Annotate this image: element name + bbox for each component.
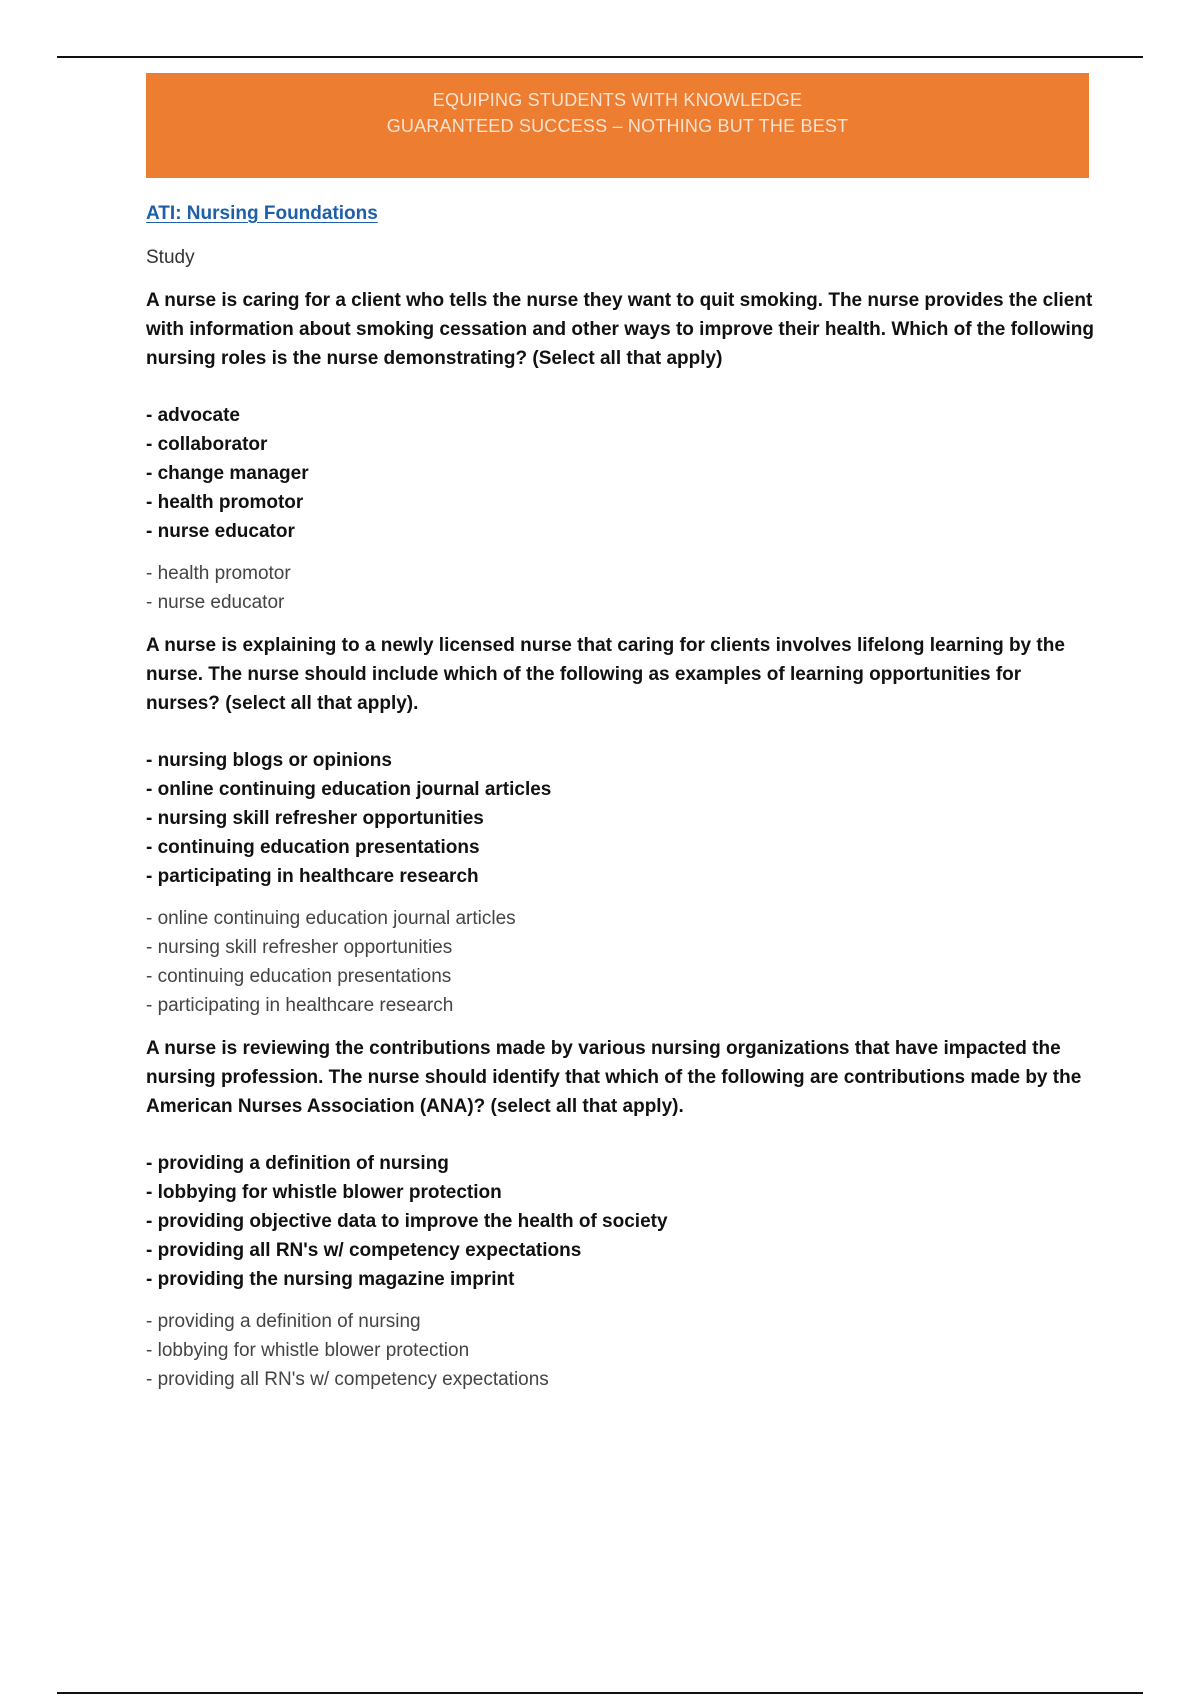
option-item: - change manager: [146, 463, 309, 484]
option-list: [146, 746, 1096, 891]
option-item: - advocate: [146, 405, 240, 426]
study-label: Study: [146, 247, 195, 268]
answer-item: - nurse educator: [146, 592, 285, 613]
answer-list: [146, 904, 1096, 1020]
option-item: - nurse educator: [146, 521, 295, 542]
question-block-2: [146, 631, 1096, 1020]
answer-list: [146, 1307, 1096, 1394]
document-title-link[interactable]: ATI: Nursing Foundations: [146, 203, 378, 224]
bottom-rule: [57, 1692, 1143, 1694]
option-item: - lobbying for whistle blower protection: [146, 1182, 502, 1203]
answer-item: - providing a definition of nursing: [146, 1311, 421, 1332]
answer-item: - providing all RN's w/ competency expectations: [146, 1369, 549, 1390]
banner-line-1: EQUIPING STUDENTS WITH KNOWLEDGE: [432, 90, 803, 110]
question-block-3: [146, 1034, 1096, 1394]
option-list: [146, 1149, 1096, 1294]
answer-item: - nursing skill refresher opportunities: [146, 937, 453, 958]
document-body: [146, 200, 1096, 1394]
question-text: A nurse is caring for a client who tells the nurse they want to quit smoking. The nurse provides the client with information about smoking cessation and other ways to improve their health. Which of the following nursing roles is the nurse demonstrating? (Select all that apply): [146, 290, 1094, 369]
option-item: - collaborator: [146, 434, 268, 455]
answer-item: - lobbying for whistle blower protection: [146, 1340, 470, 1361]
option-item: - continuing education presentations: [146, 837, 480, 858]
option-item: - nursing blogs or opinions: [146, 750, 392, 771]
question-text: A nurse is reviewing the contributions made by various nursing organizations that have impacted the nursing profession. The nurse should identify that which of the following are contributions made by the American Nurses Association (ANA)? (select all that apply).: [146, 1038, 1082, 1117]
option-item: - health promotor: [146, 492, 304, 513]
option-item: - providing the nursing magazine imprint: [146, 1269, 515, 1290]
answer-item: - continuing education presentations: [146, 966, 452, 987]
banner-line-2: GUARANTEED SUCCESS – NOTHING BUT THE BEST: [386, 116, 849, 136]
option-item: - providing a definition of nursing: [146, 1153, 449, 1174]
option-list: [146, 401, 1096, 546]
top-rule: [57, 56, 1143, 58]
header-banner: [146, 73, 1089, 178]
option-item: - nursing skill refresher opportunities: [146, 808, 484, 829]
answer-list: [146, 559, 1096, 617]
option-item: - providing all RN's w/ competency expectations: [146, 1240, 582, 1261]
option-item: - online continuing education journal articles: [146, 779, 552, 800]
option-item: - participating in healthcare research: [146, 866, 479, 887]
question-text: A nurse is explaining to a newly licensed nurse that caring for clients involves lifelong learning by the nurse. The nurse should include which of the following as examples of learning opportunities for nurses? (select all that apply).: [146, 635, 1065, 714]
answer-item: - online continuing education journal articles: [146, 908, 516, 929]
answer-item: - participating in healthcare research: [146, 995, 454, 1016]
question-block-1: [146, 286, 1096, 617]
option-item: - providing objective data to improve the health of society: [146, 1211, 668, 1232]
answer-item: - health promotor: [146, 563, 291, 584]
